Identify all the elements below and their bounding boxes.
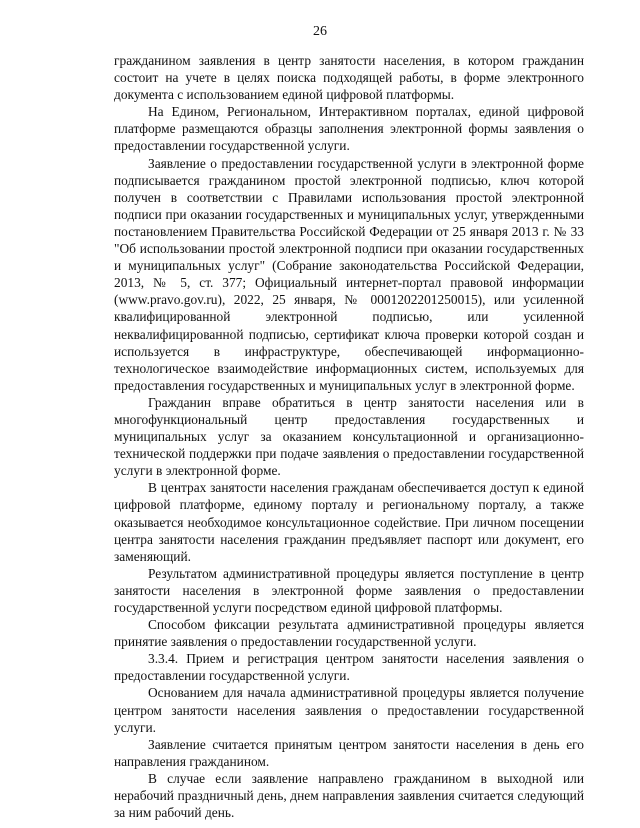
paragraph-procedure-basis: Основанием для начала административной процедуры является получение центром занятости населения заявления о предоставлении государственной услуги.	[114, 685, 584, 735]
paragraph-access-provision: В центрах занятости населения гражданам обеспечивается доступ к единой цифровой платформе, единому порталу и региональному порталу, а также оказывается необходимое консультационное содействие. При личном посещении центра занятости населения гражданин предъявляет паспорт или документ, его заменяющий.	[114, 480, 584, 564]
document-body	[114, 52, 584, 821]
paragraph-electronic-signature: Заявление о предоставлении государственной услуги в электронной форме подписывается гражданином простой электронной подписью, ключ которой получен в соответствии с Правилами использования простой электронной подписи при оказании государственных и муниципальных услуг, утвержденными постановлением Правительства Российской Федерации от 25 января 2013 г. № 33 "Об использовании простой электронной подписи при оказании государственных и муниципальных услуг" (Собрание законодательства Российской Федерации, 2013, № 5, ст. 377; Официальный интернет-портал правовой информации (www.pravo.gov.ru), 2022, 25 января, № 0001202201250015), или усиленной квалифицированной электронной подписью, или усиленной неквалифицированной подписью, сертификат ключа проверки которой создан и используется в инфраструктуре, обеспечивающей информационно-технологическое взаимодействие информационных систем, используемых для предоставления государственных и муниципальных услуг в электронной форме.	[114, 155, 584, 393]
paragraph-acceptance-date: Заявление считается принятым центром занятости населения в день его направления гражданином.	[114, 736, 584, 769]
paragraph-sample-forms: На Едином, Региональном, Интерактивном порталах, единой цифровой платформе размещаются образцы заполнения электронной формы заявления о предоставлении государственной услуги.	[114, 104, 584, 154]
paragraph-holiday-rule: В случае если заявление направлено гражданином в выходной или нерабочий праздничный день, днем направления заявления считается следующий за ним рабочий день.	[114, 770, 584, 821]
section-heading-3-3-4: 3.3.4. Прием и регистрация центром занятости населения заявления о предоставлении государственной услуги.	[114, 651, 584, 684]
paragraph-continuation: гражданином заявления в центр занятости населения, в котором гражданин состоит на учете в целях поиска подходящей работы, в форме электронного документа с использованием единой цифровой платформы.	[114, 53, 584, 103]
paragraph-procedure-result: Результатом административной процедуры является поступление в центр занятости населения в электронной форме заявления о предоставлении государственной услуги посредством единой цифровой платформы.	[114, 565, 584, 615]
page-number: 26	[313, 24, 327, 39]
paragraph-fixation-method: Способом фиксации результата административной процедуры является принятие заявления о предоставлении государственной услуги.	[114, 617, 584, 650]
paragraph-consultation-support: Гражданин вправе обратиться в центр занятости населения или в многофункциональный центр предоставления государственных и муниципальных услуг за оказанием консультационной и организационно-технической поддержки при подаче заявления о предоставлении государственной услуги в электронной форме.	[114, 394, 584, 479]
